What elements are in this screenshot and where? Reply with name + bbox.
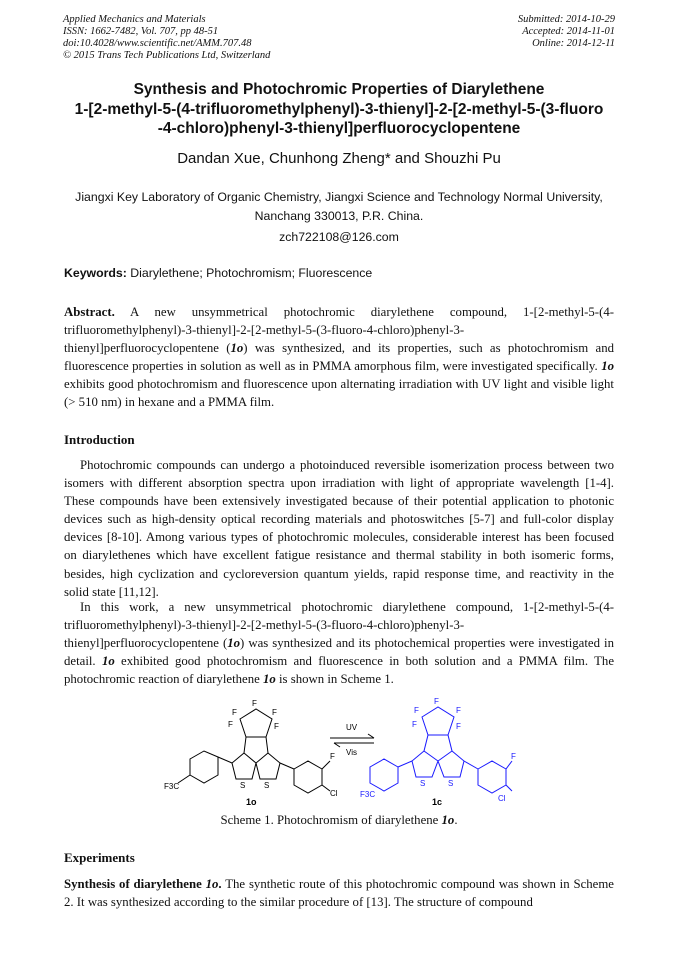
compound-ref: 1o [262, 672, 276, 687]
keywords-label: Keywords: [64, 266, 127, 280]
sulfur-atom: S [420, 779, 426, 788]
reaction-arrows [330, 734, 374, 747]
compound-ref: 1o [205, 877, 219, 891]
fluorine-atom: F [272, 708, 277, 717]
sulfur-atom: S [240, 781, 246, 790]
experiments-paragraph [64, 875, 614, 911]
fluorine-atom: F [232, 708, 237, 717]
online-date: Online: 2014-12-11 [532, 38, 615, 49]
compound-ref: 1o [230, 341, 244, 356]
caption-text: Scheme 1. Photochromism of diarylethene [220, 813, 442, 827]
compound-ref: 1o [227, 636, 241, 651]
journal-name: Applied Mechanics and Materials [63, 14, 206, 25]
fluorine-atom: F [252, 699, 257, 708]
phenyl-ring-right [478, 761, 506, 793]
cf3-group: F3C [164, 782, 180, 791]
fluorine-atom: F [511, 752, 516, 761]
keywords-text: Diarylethene; Photochromism; Fluorescence [126, 266, 373, 280]
fluorine-atom: F [456, 706, 461, 715]
intro-text-a: In this work, a new unsymmetrical photochromic diarylethene compound, 1-[2-methyl-5-(4-trifluoromethylphenyl)-3-thienyl]-2-[2-methyl-5-(3-fluoro-4-chloro)phenyl-3-thienyl]perfluorocyclopentene ( [64, 600, 614, 651]
molecule-1o [178, 709, 330, 793]
affiliation-line-1: Jiangxi Key Laboratory of Organic Chemistry, Jiangxi Science and Technology Normal University, [75, 190, 603, 204]
uv-label: UV [346, 723, 358, 732]
intro-text-c: exhibited good photochromism and fluorescence in both solution and a PMMA film. The photochromic reaction of diarylethene [64, 654, 615, 687]
label-1o: 1o [246, 797, 257, 807]
affiliation [60, 188, 618, 226]
thiophene-ring-right [438, 751, 464, 777]
label-1c: 1c [432, 797, 443, 807]
compound-ref: 1o [441, 813, 455, 827]
title-line-2: 1-[2-methyl-5-(4-trifluoromethylphenyl)-3-thienyl]-2-[2-methyl-5-(3-fluoro [74, 100, 604, 118]
paper-title [40, 80, 638, 139]
abstract-text-2: ) was synthesized, and its properties, such as photochromism and fluorescence properties in solution as well as in PMMA amorphous film, were investigated specifically. [64, 341, 614, 374]
fluorine-atom: F [456, 722, 461, 731]
keywords [64, 266, 372, 280]
cyclopentene-ring [240, 709, 272, 737]
phenyl-ring-left [370, 759, 398, 791]
abstract [64, 303, 614, 412]
cyclopentene-ring [422, 707, 454, 735]
compound-ref: 1o [601, 359, 614, 374]
sulfur-atom: S [264, 781, 270, 790]
chlorine-atom: Cl [330, 789, 338, 798]
vis-label: Vis [346, 748, 357, 757]
thiophene-ring-left [232, 753, 256, 779]
scheme-caption [0, 813, 678, 828]
fluorine-atom: F [414, 706, 419, 715]
title-line-1: Synthesis and Photochromic Properties of Diarylethene [133, 81, 545, 98]
issn-line: ISSN: 1662-7482, Vol. 707, pp 48-51 [63, 26, 219, 37]
intro-text-b: ) was synthesized and its photochemical properties were investigated in detail. [64, 636, 614, 669]
fluorine-atom: F [274, 722, 279, 731]
cf3-group: F3C [360, 790, 376, 799]
doi-line: doi:10.4028/www.scientific.net/AMM.707.48 [63, 38, 252, 49]
title-line-3: -4-chloro)phenyl-3-thienyl]perfluorocyclopentene [157, 120, 521, 137]
synthesis-subheading: Synthesis of diarylethene [64, 877, 206, 891]
abstract-text-3: exhibits good photochromism and fluorescence upon alternating irradiation with UV light and visible light (> 510 nm) in hexane and a PMMA film. [64, 377, 614, 410]
chlorine-atom: Cl [498, 794, 506, 803]
intro-paragraph-2 [64, 598, 614, 688]
experiments-text: The synthetic route of this photochromic compound was shown in Scheme 2. It was synthesized according to the similar procedure of [13]. The structure of compound [64, 877, 614, 910]
subheading-end: . [218, 877, 222, 891]
molecule-1c [370, 707, 512, 793]
experiments-heading: Experiments [64, 850, 135, 865]
thiophene-ring-right [256, 753, 280, 779]
fluorine-atom: F [228, 720, 233, 729]
copyright-line: © 2015 Trans Tech Publications Ltd, Switzerland [63, 50, 271, 61]
caption-end: . [454, 813, 458, 827]
phenyl-ring-right [294, 761, 322, 793]
accepted-date: Accepted: 2014-11-01 [522, 26, 615, 37]
compound-ref: 1o [101, 654, 115, 669]
introduction-heading: Introduction [64, 432, 135, 447]
journal-header [63, 14, 270, 62]
authors: Dandan Xue, Chunhong Zheng* and Shouzhi Pu [177, 150, 501, 167]
fluorine-atom: F [412, 720, 417, 729]
submitted-date: Submitted: 2014-10-29 [517, 14, 615, 25]
abstract-text-1: A new unsymmetrical photochromic diarylethene compound, 1-[2-methyl-5-(4-trifluoromethylphenyl)-3-thienyl]-2-[2-methyl-5-(3-fluoro-4-chloro)phenyl-3-thienyl]perfluorocyclopentene ( [64, 305, 614, 356]
sulfur-atom: S [448, 779, 454, 788]
dates-header [518, 14, 615, 50]
thiophene-ring-left [412, 751, 438, 777]
fluorine-atom: F [330, 752, 335, 761]
affiliation-line-2: Nanchang 330013, P.R. China. [254, 209, 424, 223]
email[interactable]: zch722108@126.com [279, 230, 399, 244]
intro-text-d: is shown in Scheme 1. [275, 672, 394, 687]
fluorine-atom: F [434, 697, 439, 706]
intro-paragraph-1: Photochromic compounds can undergo a photoinduced reversible isomerization process between two isomers with different absorption spectra upon irradiation with light of appropriate wavelength [1-4]. These compounds have been extensively investigated because of their potential application to photonic devices such as high-density optical recording materials and photoswitches [5-7] and full-color display devices [8-10]. Among various types of photochromic molecules, considerable interest has been focused on diarylethenes which have excellent fatigue resistance and thermal stability in both isomeric forms, besides, high cyclization and cycloreversion quantum yields, rapid response time, and reactivity in the solid state [11,12]. [64, 458, 614, 599]
phenyl-ring-left [190, 751, 218, 783]
scheme-1-diagram [160, 697, 520, 809]
abstract-label: Abstract. [64, 305, 115, 319]
